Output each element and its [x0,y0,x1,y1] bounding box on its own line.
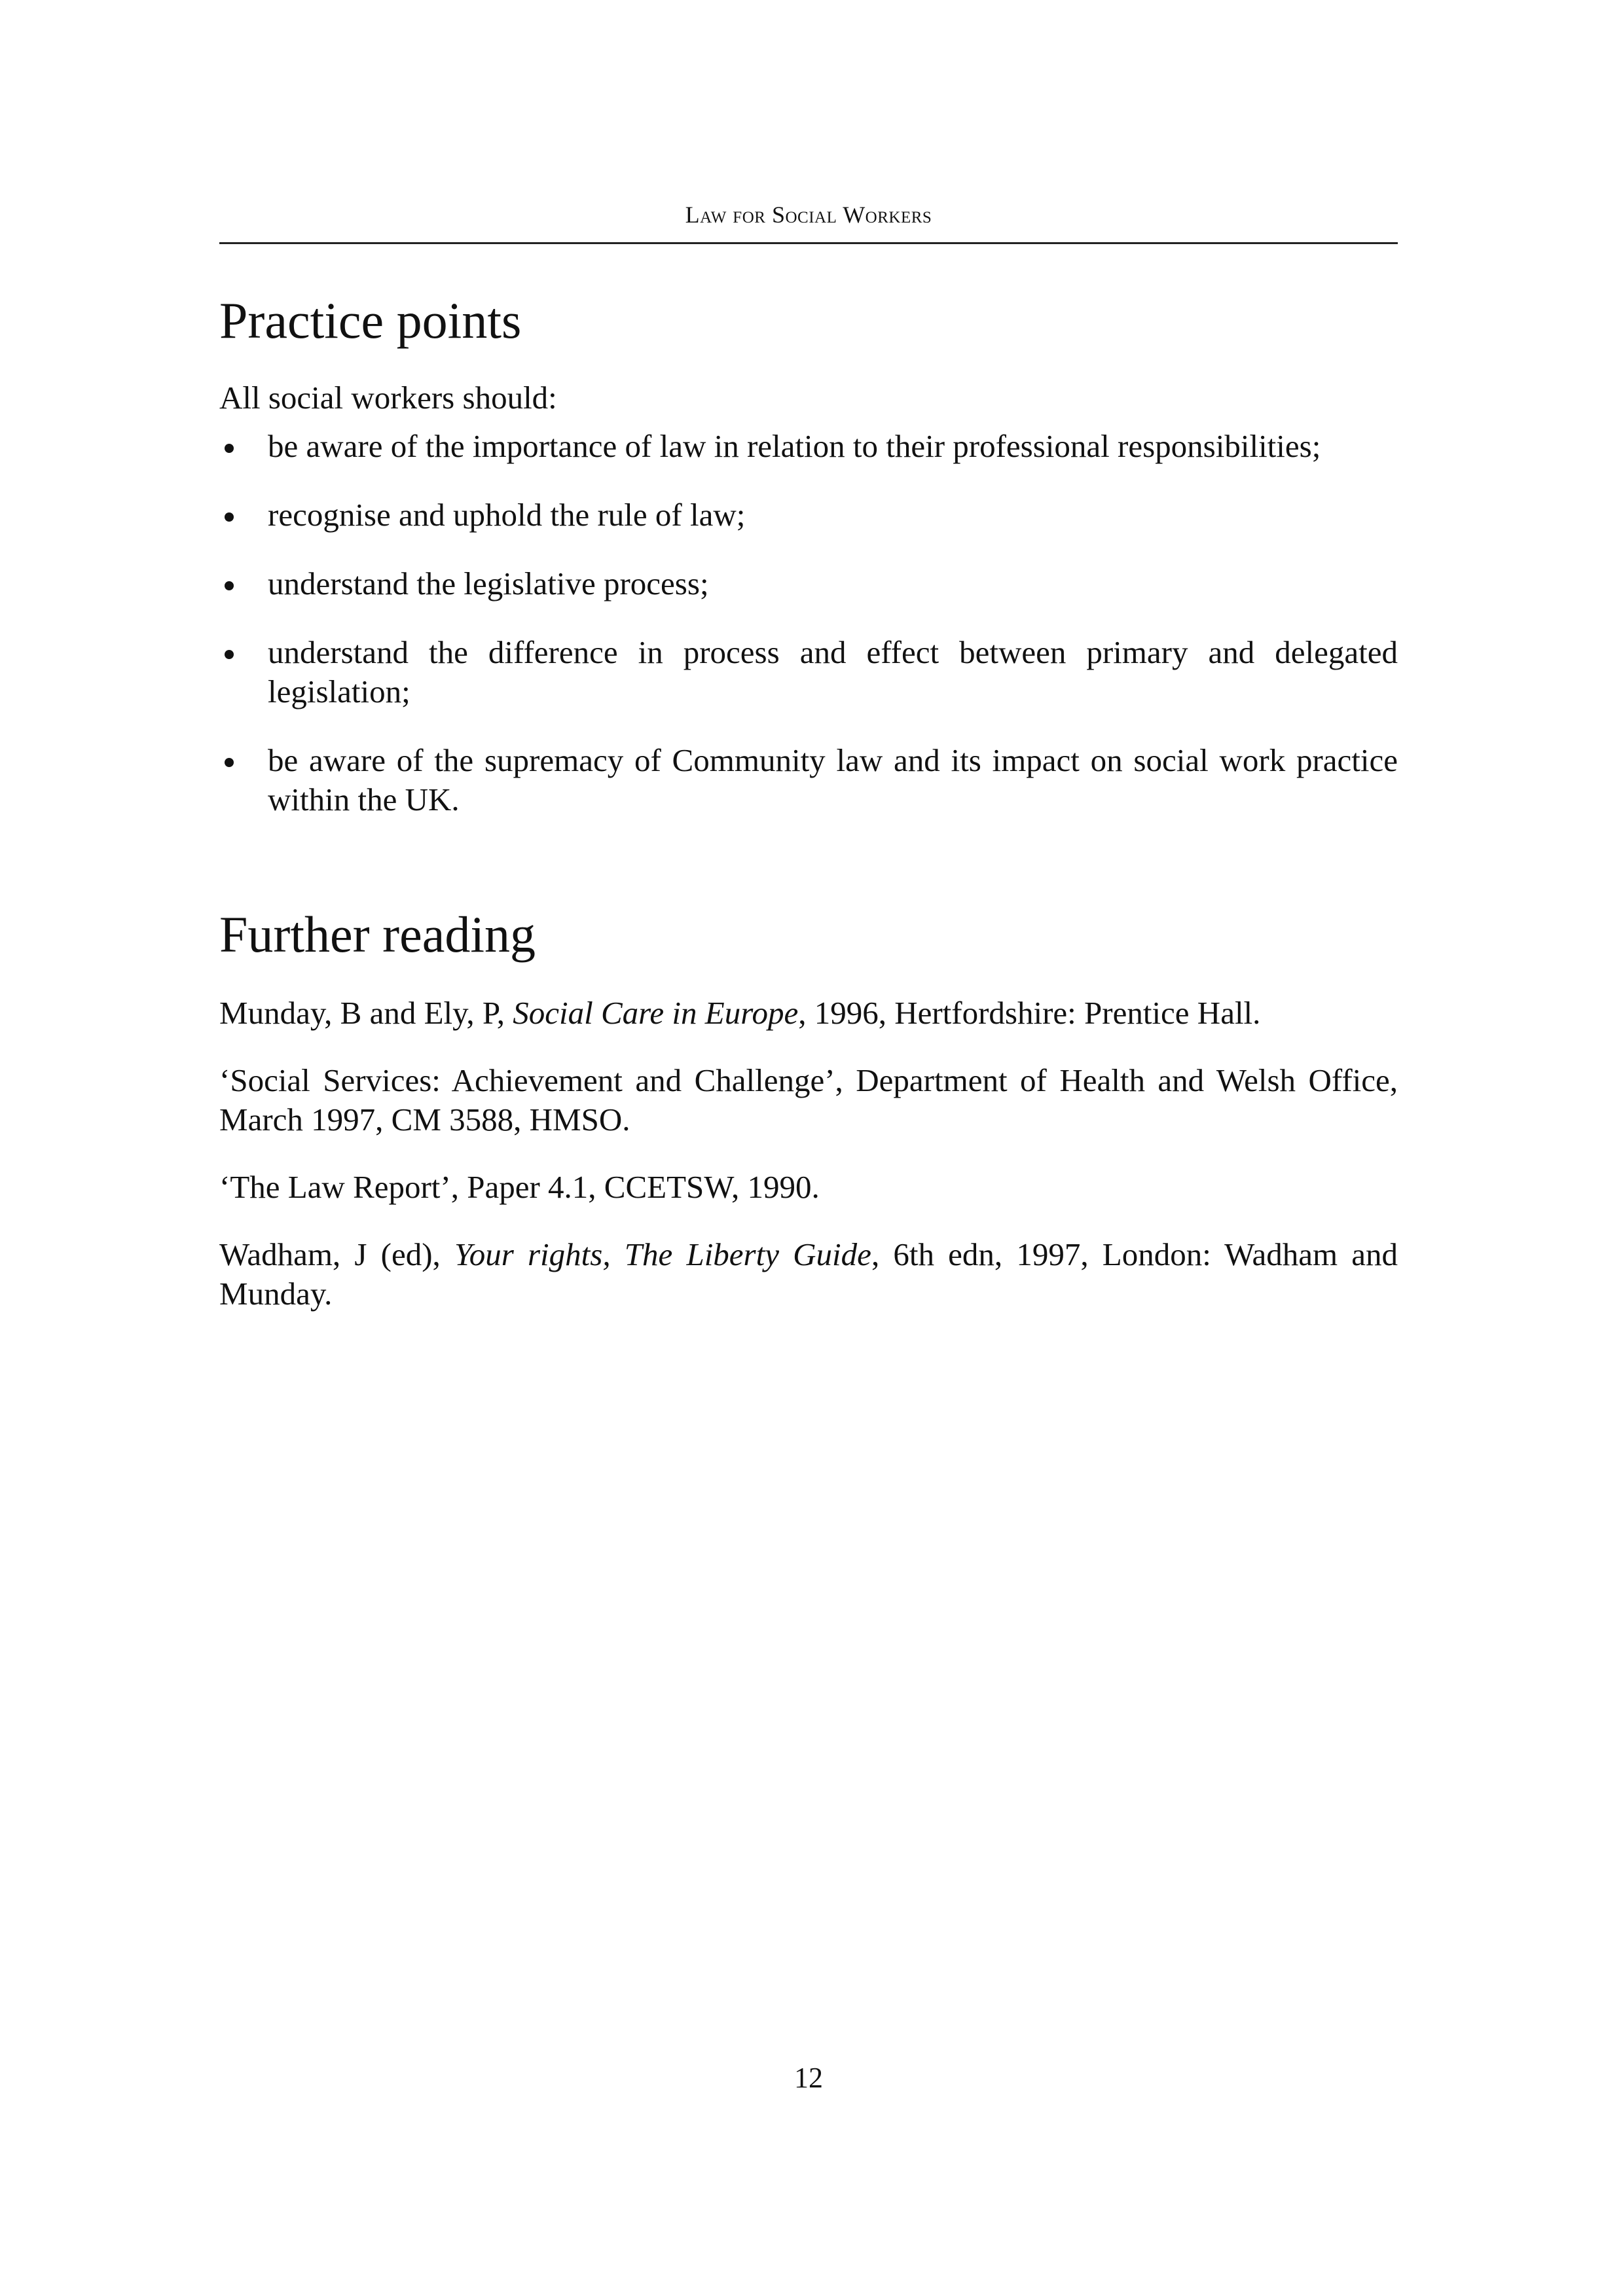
reference-text: Munday, B and Ely, P, [219,995,513,1031]
reference-text: ‘Social Services: Achievement and Challenge’, Department of Health and Welsh Office, March 1997, CM 3588, HMSO. [219,1062,1398,1138]
reference-item [219,1168,1398,1207]
reference-item [219,1061,1398,1139]
reference-details: , 6th edn, 1997, London: Wadham and Munday. [219,1236,1398,1312]
practice-point-text: be aware of the supremacy of Community law and its impact on social work practice within the UK. [268,742,1398,817]
reference-text: ‘The Law Report’, Paper 4.1, CCETSW, 1990. [219,1169,820,1205]
reference-title: Your rights, The Liberty Guide [454,1236,871,1272]
bullet-icon [225,581,234,590]
running-header: Law for Social Workers [685,202,932,228]
reference-item [219,1235,1398,1314]
practice-point-text: recognise and uphold the rule of law; [268,497,746,533]
practice-point [219,633,1398,711]
practice-point-text: understand the difference in process and effect between primary and delegated legislation; [268,634,1398,709]
practice-point-text: understand the legislative process; [268,565,709,601]
header-rule [219,242,1398,244]
practice-points-list [219,427,1398,849]
further-reading-heading: Further reading [219,906,536,963]
practice-points-heading: Practice points [219,292,522,349]
practice-point-text: be aware of the importance of law in relation to their professional responsibilities; [268,428,1321,464]
practice-point [219,495,1398,535]
practice-points-intro: All social workers should: [219,380,557,416]
bullet-icon [225,512,234,522]
practice-point [219,564,1398,603]
reference-details: , 1996, Hertfordshire: Prentice Hall. [798,995,1261,1031]
reference-title: Social Care in Europe [513,995,799,1031]
practice-point [219,741,1398,819]
bullet-icon [225,758,234,767]
reference-text: Wadham, J (ed), [219,1236,454,1272]
bullet-icon [225,650,234,659]
practice-point [219,427,1398,466]
page-number: 12 [794,2062,823,2094]
bullet-icon [225,444,234,453]
reference-list [219,994,1398,1342]
reference-item [219,994,1398,1033]
